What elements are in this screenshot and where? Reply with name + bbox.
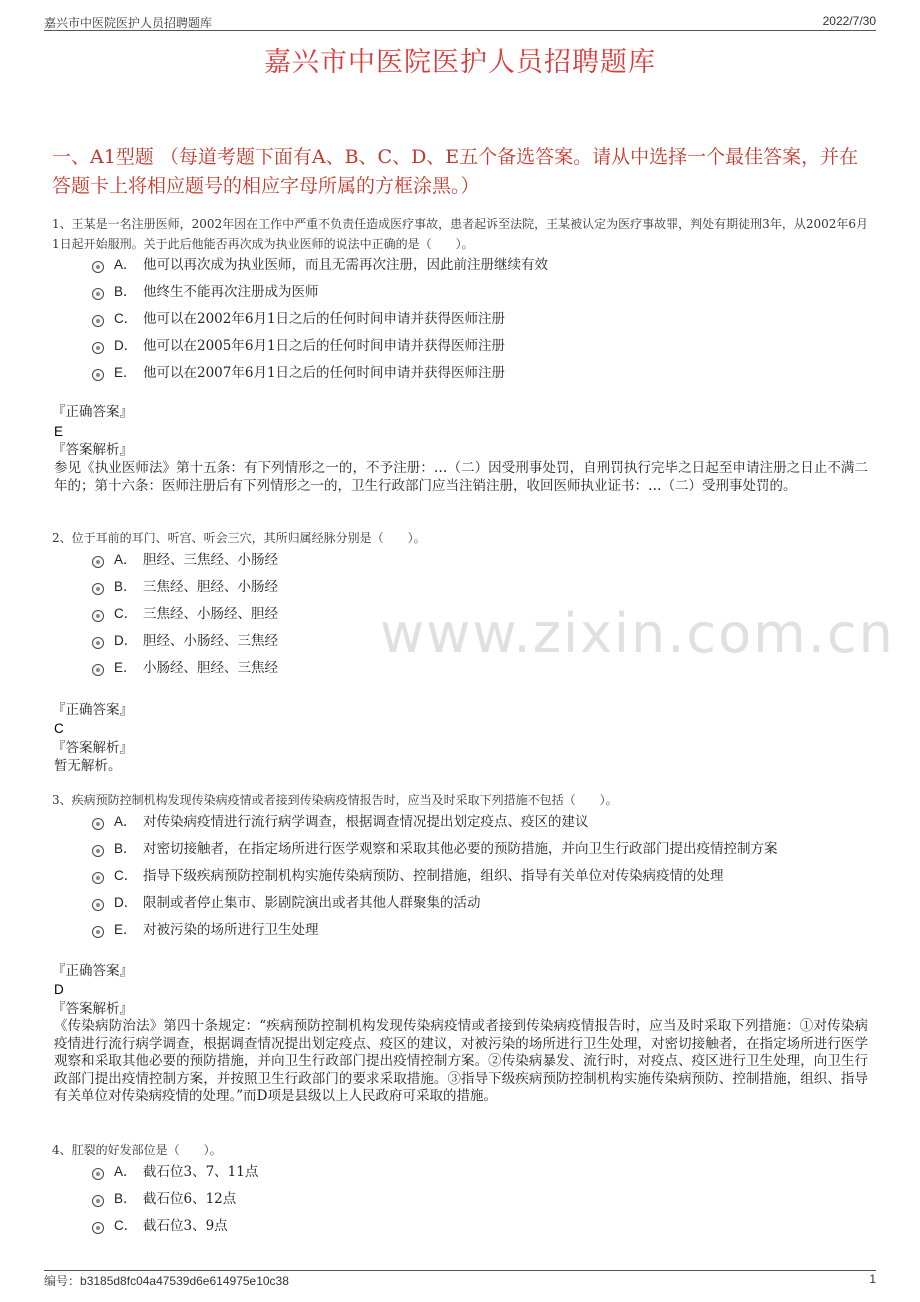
option-text: 对密切接触者，在指定场所进行医学观察和采取其他必要的预防措施，并向卫生行政部门提出疫情控制方案	[143, 841, 778, 857]
analysis-text: 参见《执业医师法》第十五条：有下列情形之一的，不予注册：…（二）因受刑事处罚，自刑罚执行完毕之日起至申请注册之日止不满二年的；第十六条：医师注册后有下列情形之一的，卫生行政部门应当注销注册，收回医师执业证书：…（二）受刑事处罚的。	[54, 460, 868, 494]
option-row[interactable]	[92, 282, 868, 302]
option-letter: B．	[114, 284, 137, 299]
radio-icon[interactable]	[92, 1195, 104, 1207]
radio-icon[interactable]	[92, 1222, 104, 1234]
option-letter: A．	[114, 1164, 137, 1179]
option-text: 胆经、小肠经、三焦经	[143, 633, 278, 649]
option-text: 对被污染的场所进行卫生处理	[143, 922, 319, 938]
option-text: 他终生不能再次注册成为医师	[143, 284, 319, 300]
option-text: 胆经、三焦经、小肠经	[143, 552, 278, 568]
radio-icon[interactable]	[92, 872, 104, 884]
radio-icon[interactable]	[92, 926, 104, 938]
option-text: 他可以再次成为执业医师，而且无需再次注册，因此前注册继续有效	[143, 257, 548, 273]
option-row[interactable]	[92, 1189, 868, 1209]
option-letter: D．	[114, 895, 138, 910]
footer-id	[44, 1272, 289, 1289]
footer-id-value: b3185d8fc04a47539d6e614975e10c38	[80, 1274, 289, 1288]
analysis-label: 『答案解析』	[52, 442, 133, 458]
header-date: 2022/7/30	[822, 14, 876, 28]
analysis-label: 『答案解析』	[52, 1001, 133, 1017]
option-letter: B．	[114, 579, 137, 594]
option-text: 他可以在2005年6月1日之后的任何时间申请并获得医师注册	[143, 338, 506, 354]
option-row[interactable]	[92, 577, 868, 597]
option-row[interactable]	[92, 363, 868, 383]
option-row[interactable]	[92, 309, 868, 329]
option-row[interactable]	[92, 1216, 868, 1236]
radio-icon[interactable]	[92, 315, 104, 327]
option-letter: E．	[114, 922, 137, 937]
option-text: 三焦经、小肠经、胆经	[143, 606, 278, 622]
option-letter: A．	[114, 552, 137, 567]
option-letter: D．	[114, 633, 138, 648]
header-divider	[44, 30, 876, 31]
option-letter: C．	[114, 606, 138, 621]
answer-label: 『正确答案』	[52, 702, 133, 718]
radio-icon[interactable]	[92, 261, 104, 273]
header-doc-name: 嘉兴市中医院医护人员招聘题库	[44, 16, 213, 30]
option-letter: E．	[114, 660, 137, 675]
option-letter: B．	[114, 1191, 137, 1206]
question-stem: 4、肛裂的好发部位是（ ）。	[52, 1143, 222, 1157]
question-stem: 3、疾病预防控制机构发现传染病疫情或者接到传染病疫情报告时，应当及时采取下列措施不包括（ ）。	[52, 793, 618, 807]
option-row[interactable]	[92, 658, 868, 678]
page-header	[44, 10, 876, 30]
option-text: 限制或者停止集市、影剧院演出或者其他人群聚集的活动	[143, 895, 481, 911]
radio-icon[interactable]	[92, 288, 104, 300]
option-text: 小肠经、胆经、三焦经	[143, 660, 278, 676]
option-text: 指导下级疾病预防控制机构实施传染病预防、控制措施，组织、指导有关单位对传染病疫情的处理	[143, 868, 724, 884]
question-stem: 2、位于耳前的耳门、听宫、听会三穴，其所归属经脉分别是（ ）。	[52, 531, 426, 545]
option-text: 截石位3、7、11点	[143, 1164, 259, 1180]
analysis-text: 暂无解析。	[54, 758, 122, 774]
answer-value: D	[54, 982, 64, 997]
option-text: 他可以在2002年6月1日之后的任何时间申请并获得医师注册	[143, 311, 506, 327]
radio-icon[interactable]	[92, 342, 104, 354]
footer-id-label: 编号：	[44, 1274, 81, 1288]
answer-value: E	[54, 424, 64, 439]
option-text: 三焦经、胆经、小肠经	[143, 579, 278, 595]
radio-icon[interactable]	[92, 369, 104, 381]
option-row[interactable]	[92, 866, 868, 886]
analysis-text: 《传染病防治法》第四十条规定：“疾病预防控制机构发现传染病疫情或者接到传染病疫情报告时，应当及时采取下列措施：①对传染病疫情进行流行病学调查，根据调查情况提出划定疫点、疫区的建议，对被污染的场所进行卫生处理，对密切接触者，在指定场所进行医学观察和采取其他必要的预防措施，并向卫生行政部门提出疫情控制方案。②传染病暴发、流行时，对疫点、疫区进行卫生处理，向卫生行政部门提出疫情控制方案，并按照卫生行政部门的要求采取措施。③指导下级疾病预防控制机构实施传染病预防、控制措施，组织、指导有关单位对传染病疫情的处理。”而D项是县级以上人民政府可采取的措施。	[54, 1018, 868, 1104]
answer-value: C	[54, 721, 64, 736]
radio-icon[interactable]	[92, 556, 104, 568]
option-letter: C．	[114, 868, 138, 883]
option-text: 截石位3、9点	[143, 1218, 228, 1234]
page-number: 1	[869, 1272, 876, 1286]
page-title: 嘉兴市中医院医护人员招聘题库	[264, 47, 656, 78]
option-row[interactable]	[92, 893, 868, 913]
option-row[interactable]	[92, 812, 868, 832]
radio-icon[interactable]	[92, 637, 104, 649]
radio-icon[interactable]	[92, 664, 104, 676]
radio-icon[interactable]	[92, 610, 104, 622]
option-text: 对传染病疫情进行流行病学调查，根据调查情况提出划定疫点、疫区的建议	[143, 814, 589, 830]
option-letter: A．	[114, 257, 137, 272]
option-row[interactable]	[92, 631, 868, 651]
footer-divider	[44, 1270, 876, 1271]
option-row[interactable]	[92, 255, 868, 275]
radio-icon[interactable]	[92, 1168, 104, 1180]
option-letter: E．	[114, 365, 137, 380]
option-row[interactable]	[92, 920, 868, 940]
option-text: 他可以在2007年6月1日之后的任何时间申请并获得医师注册	[143, 365, 506, 381]
radio-icon[interactable]	[92, 845, 104, 857]
option-letter: C．	[114, 311, 138, 326]
radio-icon[interactable]	[92, 583, 104, 595]
option-row[interactable]	[92, 839, 868, 859]
radio-icon[interactable]	[92, 818, 104, 830]
analysis-label: 『答案解析』	[52, 740, 133, 756]
option-letter: A．	[114, 814, 137, 829]
option-letter: B．	[114, 841, 137, 856]
question-stem: 1、王某是一名注册医师，2002年因在工作中严重不负责任造成医疗事故，患者起诉至法院，王某被认定为医疗事故罪，判处有期徒刑3年，从2002年6月1日起开始服刑。关于此后他能否再次成为执业医师的说法中正确的是（ ）。	[52, 217, 868, 251]
watermark: www.zixin.com.cn	[380, 602, 895, 665]
option-row[interactable]	[92, 550, 868, 570]
option-row[interactable]	[92, 604, 868, 624]
option-letter: C．	[114, 1218, 138, 1233]
option-letter: D．	[114, 338, 138, 353]
radio-icon[interactable]	[92, 899, 104, 911]
answer-label: 『正确答案』	[52, 963, 133, 979]
option-row[interactable]	[92, 1162, 868, 1182]
answer-label: 『正确答案』	[52, 404, 133, 420]
section-heading: 一、A1型题 （每道考题下面有A、B、C、D、E五个备选答案。请从中选择一个最佳答案，并在答题卡上将相应题号的相应字母所属的方框涂黑。）	[52, 146, 859, 197]
option-text: 截石位6、12点	[143, 1191, 237, 1207]
option-row[interactable]	[92, 336, 868, 356]
